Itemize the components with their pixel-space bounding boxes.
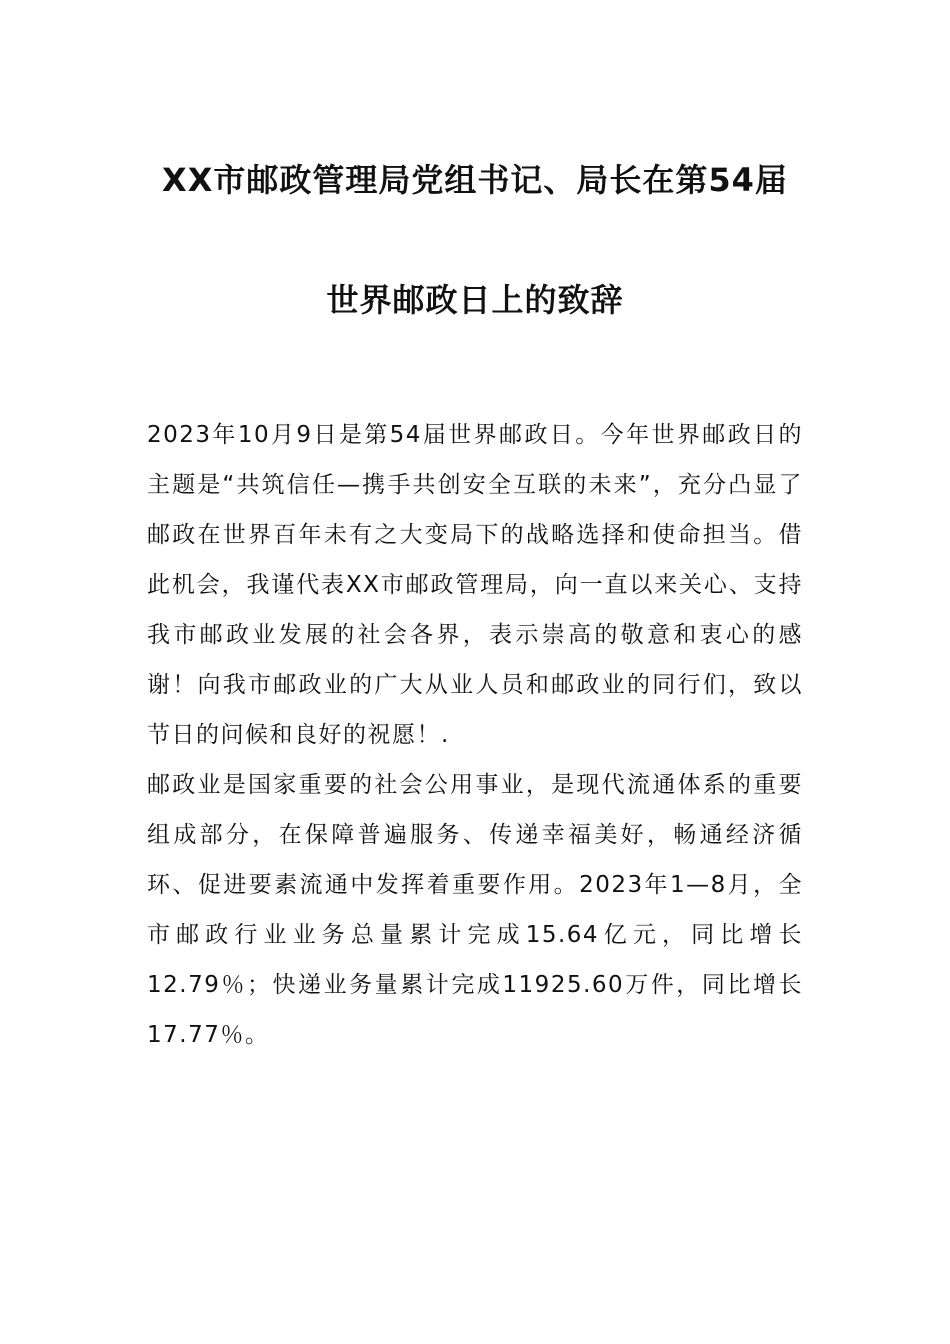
- paragraph-world-post-day: 2023年10月9日是第54届世界邮政日。今年世界邮政日的主题是“共筑信任—携手共创安全互联的未来”，充分凸显了邮政在世界百年未有之大变局下的战略选择和使命担当。借此机会，我谨代表XX市邮政管理局，向一直以来关心、支持我市邮政业发展的社会各界，表示崇高的敬意和衷心的感谢！向我市邮政业的广大从业人员和邮政业的同行们，致以节日的问候和良好的祝愿！.: [147, 422, 803, 748]
- paragraph-postal-statistics: 邮政业是国家重要的社会公用事业，是现代流通体系的重要组成部分，在保障普遍服务、传递幸福美好，畅通经济循环、促进要素流通中发挥着重要作用。2023年1—8月，全市邮政行业业务总量累计完成15.64亿元，同比增长12.79％；快递业务量累计完成11925.60万件，同比增长17.77％。: [147, 772, 803, 1048]
- document-title-line-1: XX市邮政管理局党组书记、局长在第54届: [162, 161, 788, 199]
- document-title-line-2: 世界邮政日上的致辞: [326, 281, 624, 319]
- document-body: [147, 410, 803, 1060]
